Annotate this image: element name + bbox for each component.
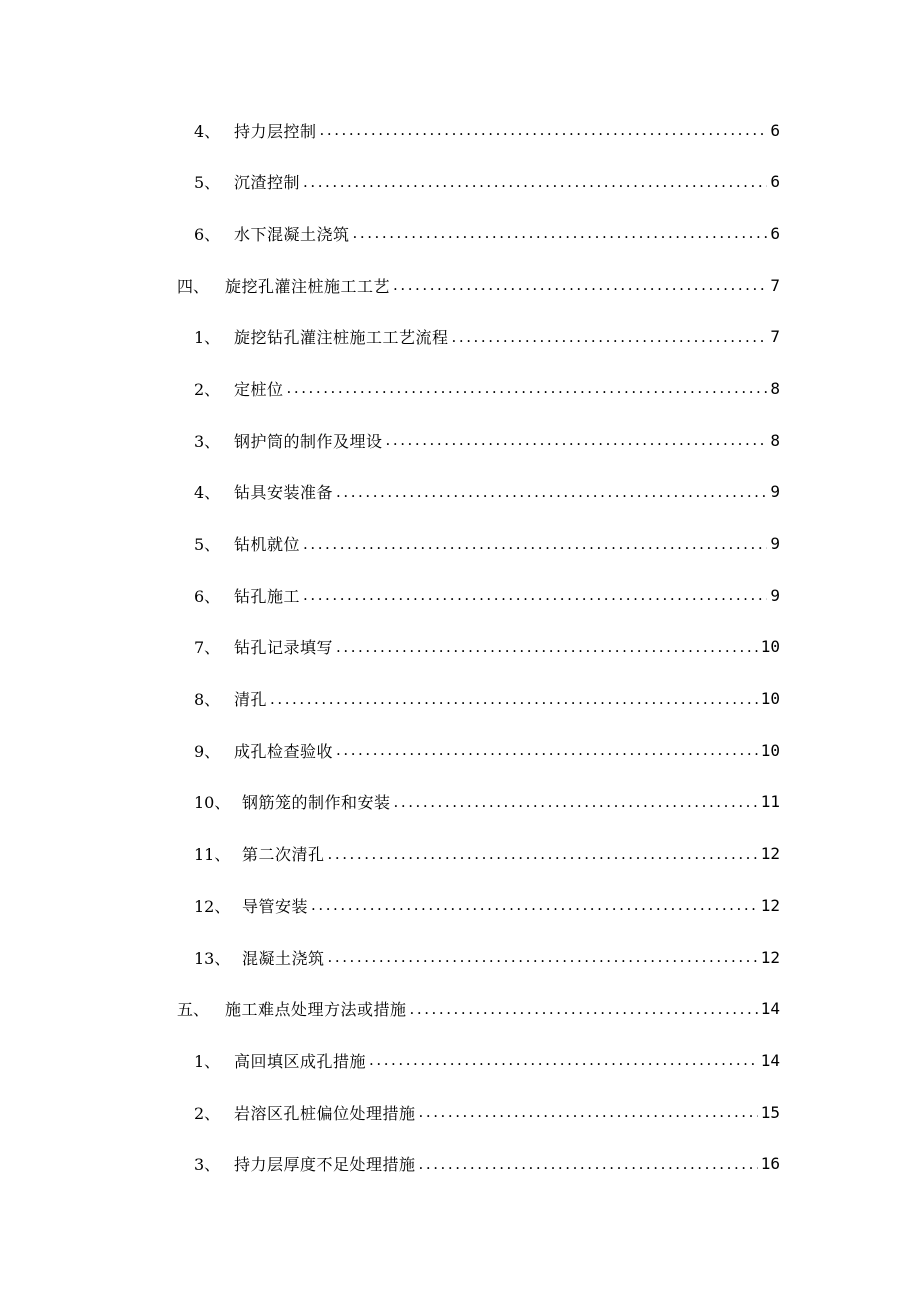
toc-dot-leader xyxy=(303,168,767,196)
toc-section-entry[interactable] xyxy=(0,995,920,1047)
toc-dot-leader xyxy=(410,995,758,1023)
toc-entry-page: 8 xyxy=(770,430,780,450)
toc-dot-leader xyxy=(303,581,767,609)
toc-dot-leader xyxy=(336,736,758,764)
toc-entry-page: 10 xyxy=(760,637,780,657)
toc-entry-title: 定桩位 xyxy=(234,379,284,399)
toc-entry-page: 7 xyxy=(770,327,780,347)
toc-entry-number: 11、 xyxy=(194,845,231,865)
toc-entry-title: 沉渣控制 xyxy=(234,173,301,193)
toc-entry-title: 钢筋笼的制作和安装 xyxy=(242,793,391,813)
toc-entry-title: 第二次清孔 xyxy=(242,845,325,865)
toc-entry[interactable] xyxy=(0,840,920,892)
toc-entry-number: 1、 xyxy=(194,1051,221,1071)
toc-entry-page: 14 xyxy=(760,1050,780,1070)
toc-entry-page: 9 xyxy=(770,482,780,502)
toc-entry-page: 10 xyxy=(760,740,780,760)
toc-entry-number: 5、 xyxy=(194,173,221,193)
toc-dot-leader xyxy=(336,478,767,506)
toc-entry-title: 清孔 xyxy=(234,690,268,710)
toc-dot-leader xyxy=(394,788,758,816)
toc-entry[interactable] xyxy=(0,478,920,530)
toc-entry[interactable] xyxy=(0,219,920,271)
toc-entry[interactable] xyxy=(0,788,920,840)
toc-section-entry[interactable] xyxy=(0,271,920,323)
toc-entry-title: 施工难点处理方法或措施 xyxy=(225,1000,407,1020)
toc-entry-page: 12 xyxy=(760,844,780,864)
toc-entry-title: 钻具安装准备 xyxy=(234,483,334,503)
toc-entry-number: 2、 xyxy=(194,379,221,399)
toc-entry-title: 导管安装 xyxy=(242,896,309,916)
toc-entry-page: 11 xyxy=(760,792,780,812)
toc-dot-leader xyxy=(369,1046,758,1074)
toc-entry-title: 钻孔记录填写 xyxy=(234,638,334,658)
toc-entry-title: 成孔检查验收 xyxy=(234,741,334,761)
toc-entry-number: 4、 xyxy=(194,121,221,141)
toc-dot-leader xyxy=(419,1098,758,1126)
toc-entry-title: 旋挖孔灌注桩施工工艺 xyxy=(225,276,391,296)
toc-entry-number: 12、 xyxy=(194,896,231,916)
toc-entry-title: 钻孔施工 xyxy=(234,586,301,606)
toc-entry-page: 12 xyxy=(760,947,780,967)
toc-entry-number: 五、 xyxy=(177,1000,210,1020)
table-of-contents xyxy=(0,116,920,1201)
toc-entry-number: 1、 xyxy=(194,328,221,348)
toc-entry-number: 8、 xyxy=(194,690,221,710)
toc-entry[interactable] xyxy=(0,116,920,168)
toc-entry[interactable] xyxy=(0,426,920,478)
toc-entry[interactable] xyxy=(0,323,920,375)
toc-entry[interactable] xyxy=(0,581,920,633)
toc-entry-title: 高回填区成孔措施 xyxy=(234,1051,367,1071)
toc-entry-page: 6 xyxy=(770,172,780,192)
toc-entry-title: 岩溶区孔桩偏位处理措施 xyxy=(234,1103,416,1123)
toc-entry[interactable] xyxy=(0,1046,920,1098)
toc-entry-title: 旋挖钻孔灌注桩施工工艺流程 xyxy=(234,328,449,348)
toc-entry-page: 6 xyxy=(770,120,780,140)
toc-entry-number: 10、 xyxy=(194,793,231,813)
toc-entry-title: 持力层厚度不足处理措施 xyxy=(234,1155,416,1175)
toc-entry[interactable] xyxy=(0,168,920,220)
toc-entry-number: 6、 xyxy=(194,224,221,244)
toc-dot-leader xyxy=(287,374,768,402)
toc-entry-number: 6、 xyxy=(194,586,221,606)
toc-entry-page: 9 xyxy=(770,585,780,605)
toc-entry-number: 3、 xyxy=(194,431,221,451)
toc-dot-leader xyxy=(393,271,767,299)
toc-entry-number: 四、 xyxy=(177,276,210,296)
toc-dot-leader xyxy=(328,943,758,971)
toc-dot-leader xyxy=(386,426,768,454)
toc-entry-number: 3、 xyxy=(194,1155,221,1175)
toc-entry-number: 9、 xyxy=(194,741,221,761)
toc-dot-leader xyxy=(419,1150,758,1178)
toc-entry[interactable] xyxy=(0,736,920,788)
toc-dot-leader xyxy=(320,116,768,144)
toc-dot-leader xyxy=(311,891,758,919)
toc-dot-leader xyxy=(336,633,758,661)
toc-entry-page: 8 xyxy=(770,378,780,398)
toc-entry-page: 7 xyxy=(770,275,780,295)
toc-entry-number: 7、 xyxy=(194,638,221,658)
toc-entry-title: 钻机就位 xyxy=(234,535,301,554)
toc-entry[interactable] xyxy=(0,374,920,426)
toc-entry-page: 15 xyxy=(760,1102,780,1122)
toc-entry[interactable] xyxy=(0,891,920,943)
toc-entry[interactable] xyxy=(0,1098,920,1150)
toc-entry[interactable] xyxy=(0,633,920,685)
toc-entry-page: 6 xyxy=(770,223,780,243)
toc-entry-number: 13、 xyxy=(194,948,231,968)
toc-entry-page: 12 xyxy=(760,895,780,915)
toc-entry[interactable] xyxy=(0,685,920,737)
toc-entry-page: 9 xyxy=(770,534,780,553)
toc-entry-title: 水下混凝土浇筑 xyxy=(234,224,350,244)
toc-entry-title: 持力层控制 xyxy=(234,121,317,141)
toc-dot-leader xyxy=(303,530,767,558)
toc-entry-title: 混凝土浇筑 xyxy=(242,948,325,968)
toc-dot-leader xyxy=(452,323,768,351)
toc-entry-number: 2、 xyxy=(194,1103,221,1123)
toc-entry-number: 5、 xyxy=(194,535,221,554)
toc-dot-leader xyxy=(328,840,758,868)
toc-entry[interactable] xyxy=(0,943,920,995)
toc-entry-page: 14 xyxy=(760,999,780,1019)
toc-entry-title: 钢护筒的制作及埋设 xyxy=(234,431,383,451)
toc-entry[interactable] xyxy=(0,530,920,582)
toc-entry-page: 16 xyxy=(760,1154,780,1174)
toc-entry-page: 10 xyxy=(760,689,780,709)
toc-entry-number: 4、 xyxy=(194,483,221,503)
toc-dot-leader xyxy=(270,685,758,713)
toc-dot-leader xyxy=(353,219,768,247)
toc-entry[interactable] xyxy=(0,1150,920,1202)
